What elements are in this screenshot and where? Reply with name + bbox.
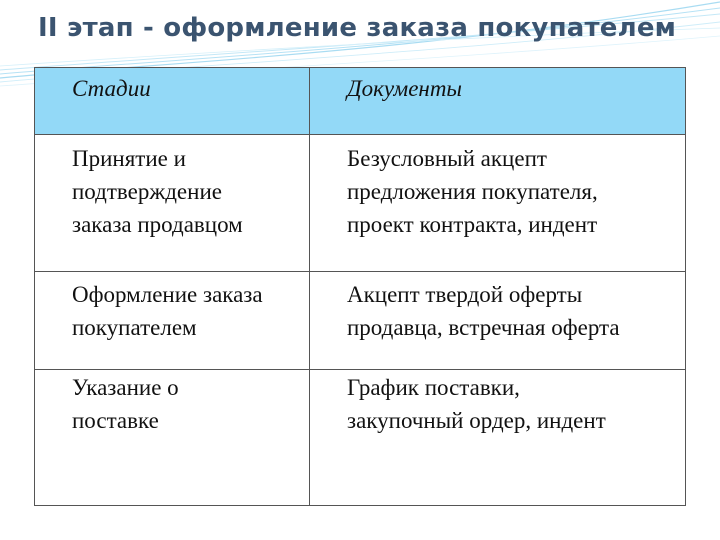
table-row	[35, 272, 686, 370]
documents-cell	[310, 272, 686, 370]
documents-line: Безусловный акцепт	[347, 146, 547, 171]
header-stages: Стадии	[35, 68, 310, 135]
table-row	[35, 135, 686, 272]
documents-line: проект контракта, индент	[347, 212, 598, 237]
documents-line: Акцепт твердой оферты	[347, 282, 583, 307]
stage-cell	[35, 135, 310, 272]
documents-line: предложения покупателя,	[347, 179, 598, 204]
stages-documents-table	[34, 67, 685, 499]
stage-line: заказа продавцом	[72, 212, 243, 237]
documents-line: График поставки,	[347, 375, 520, 400]
stage-cell	[35, 272, 310, 370]
stage-line: подтверждение	[72, 179, 222, 204]
stage-line: Оформление заказа	[72, 282, 263, 307]
documents-cell	[310, 135, 686, 272]
stage-cell	[35, 370, 310, 506]
stage-line: поставке	[72, 408, 159, 433]
stage-line: покупателем	[72, 315, 197, 340]
documents-cell	[310, 370, 686, 506]
table-row	[35, 370, 686, 506]
header-documents: Документы	[310, 68, 686, 135]
stage-line: Принятие и	[72, 146, 186, 171]
table-header-row	[35, 68, 686, 135]
slide-title: II этап - оформление заказа покупателем	[38, 13, 677, 43]
documents-line: продавца, встречная оферта	[347, 315, 620, 340]
stage-line: Указание о	[72, 375, 179, 400]
documents-line: закупочный ордер, индент	[347, 408, 606, 433]
